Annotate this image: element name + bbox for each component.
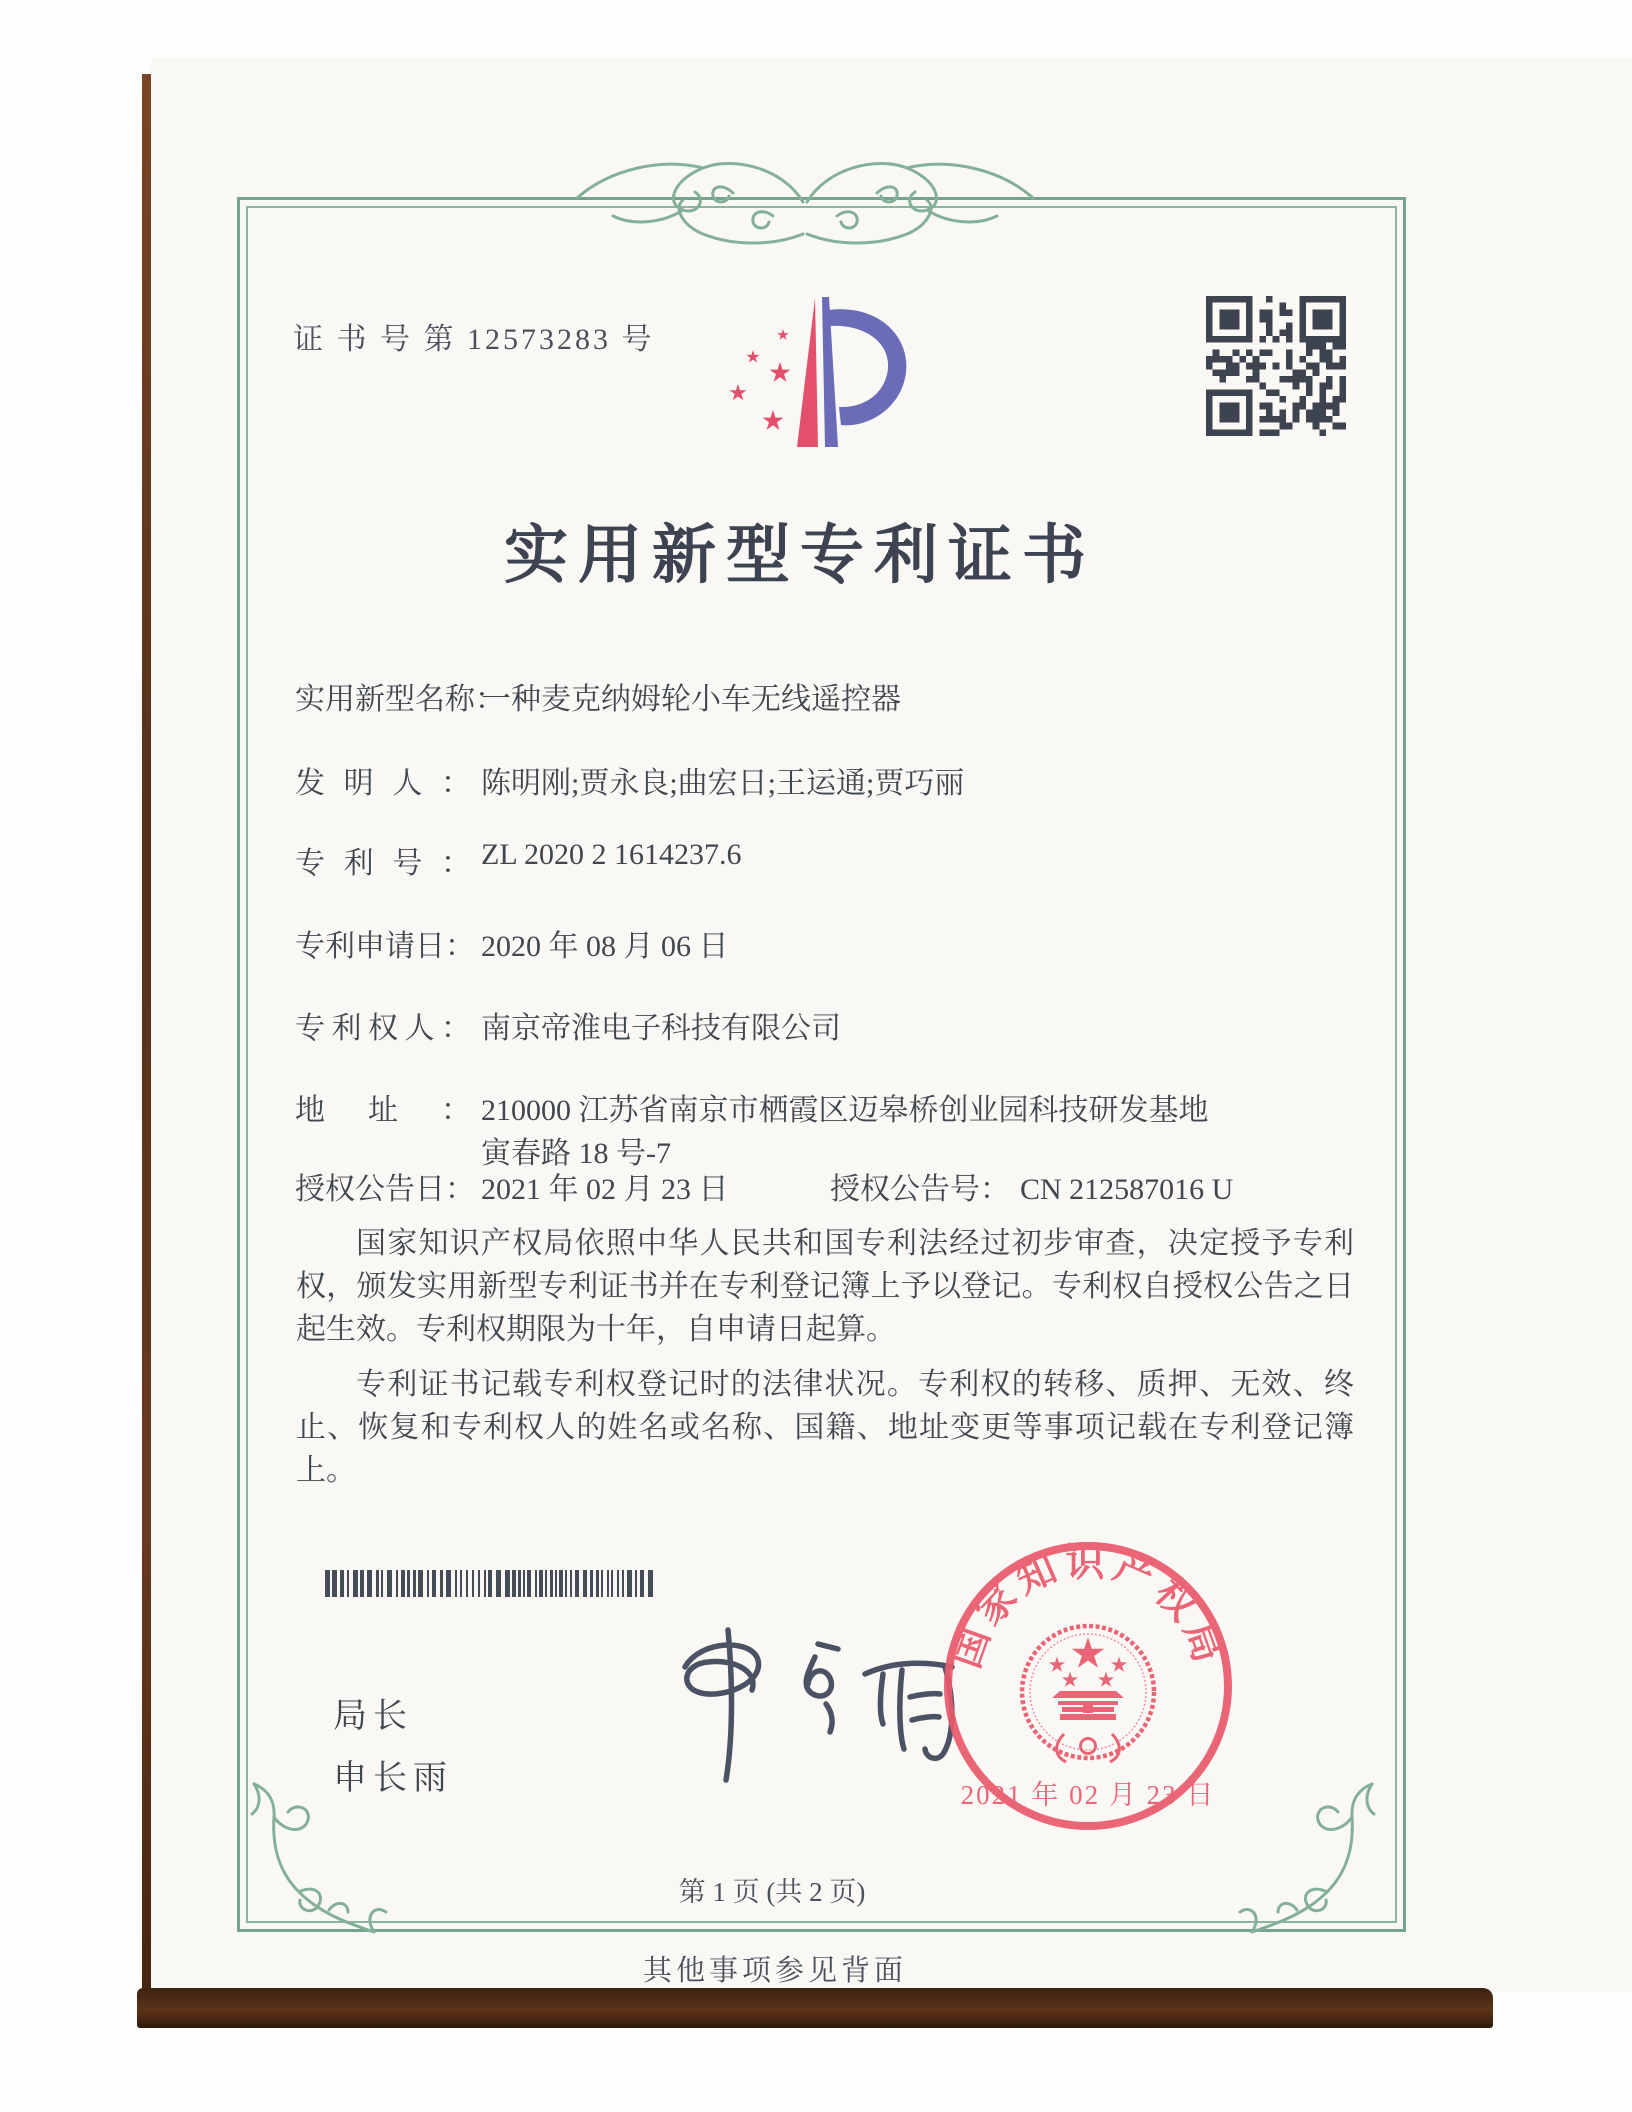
field-value-address-line2: 寅春路 18 号-7 (481, 1137, 671, 1170)
field-value: 南京帝淮电子科技有限公司 (481, 1012, 841, 1045)
page-indicator: 第 1 页 (共 2 页) (678, 1877, 866, 1907)
field-label: 地址： (295, 1094, 471, 1127)
field-value: 2021 年 02 月 23 日 (481, 1173, 729, 1206)
field-label: 授权公告日： (295, 1173, 475, 1206)
field-row-filing-date (295, 921, 729, 965)
field-row-patent-number (295, 838, 742, 882)
field-row-name (295, 674, 901, 718)
field-value: 210000 江苏省南京市栖霞区迈皋桥创业园科技研发基地 (481, 1094, 1209, 1127)
decorative-frame (237, 197, 1406, 1932)
decorative-frame-inner (246, 206, 1397, 1923)
field-row-address (295, 1085, 1209, 1129)
legal-paragraph: 国家知识产权局依照中华人民共和国专利法经过初步审查，决定授予专利权，颁发实用新型专利证书并在专利登记簿上予以登记。专利权自授权公告之日起生效。专利权期限为十年，自申请日起算。 (296, 1227, 1354, 1346)
certificate-title: 实用新型专利证书 (504, 520, 1096, 591)
legal-paragraph: 专利证书记载专利权登记时的法律状况。专利权的转移、质押、无效、终止、恢复和专利权人的姓名或名称、国籍、地址变更等事项记载在专利登记簿上。 (296, 1368, 1354, 1487)
certificate-number: 证 书 号 第 12573283 号 (293, 323, 655, 356)
field-label: 授权公告号： (830, 1173, 1010, 1206)
officer-title: 局长 (333, 1698, 413, 1735)
field-label: 专利号： (295, 847, 471, 880)
field-value: CN 212587016 U (1020, 1173, 1234, 1206)
field-value: 一种麦克纳姆轮小车无线遥控器 (481, 683, 901, 716)
desk-edge-bottom (137, 1988, 1493, 2028)
field-label: 专利申请日： (295, 930, 475, 963)
seal-date-text: 2021 年 02 月 23 日 (960, 1780, 1216, 1810)
seal-org-text: 国家知识产权局 (944, 1542, 1232, 1674)
field-row-grant-date (295, 1164, 729, 1208)
field-value: 2020 年 08 月 06 日 (481, 930, 729, 963)
legal-text (296, 1222, 1354, 1504)
field-label: 发明人： (295, 767, 471, 800)
field-value: ZL 2020 2 1614237.6 (481, 838, 742, 871)
field-row-grant-number (830, 1164, 1233, 1208)
field-label: 专利权人： (295, 1012, 471, 1045)
back-note: 其他事项参见背面 (642, 1955, 908, 1987)
officer-name: 申长雨 (333, 1760, 453, 1797)
field-label: 实用新型名称： (295, 683, 505, 716)
field-row-patentee (295, 1003, 841, 1047)
field-row-inventors (295, 758, 964, 802)
desk-edge-left (142, 74, 151, 1994)
field-value: 陈明刚;贾永良;曲宏日;王运通;贾巧丽 (481, 767, 965, 800)
